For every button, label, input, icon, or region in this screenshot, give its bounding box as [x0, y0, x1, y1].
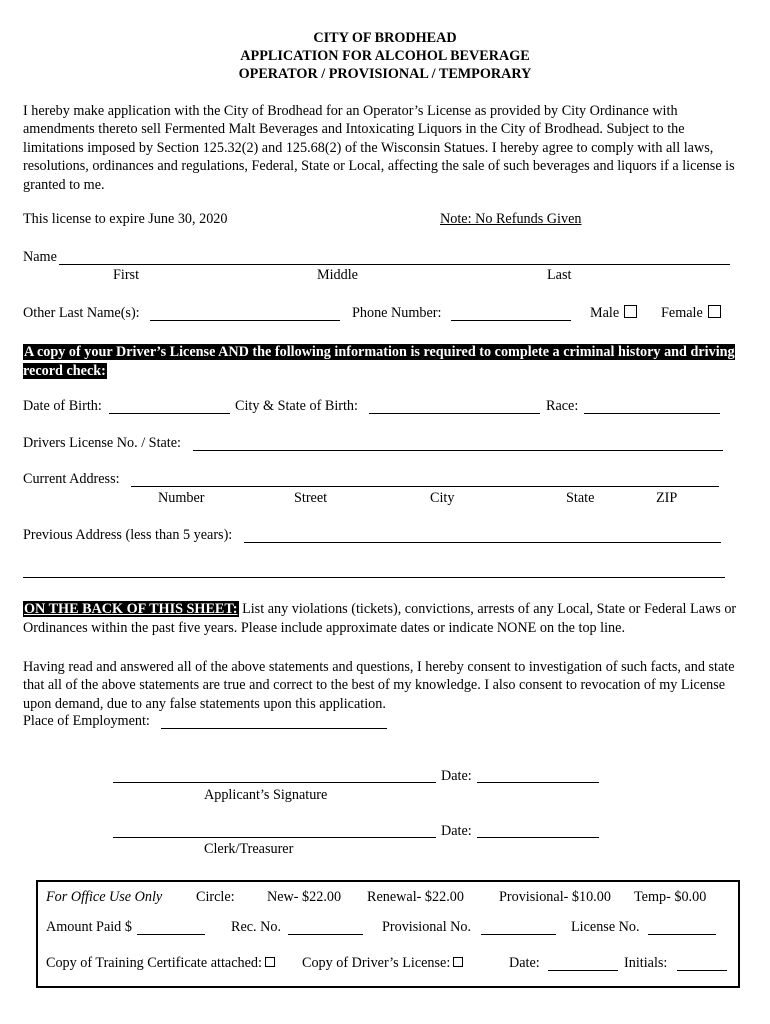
rec-no-field[interactable]	[288, 934, 363, 935]
birthplace-field[interactable]	[369, 413, 540, 414]
address-number-caption: Number	[158, 490, 205, 506]
dob-field[interactable]	[109, 413, 230, 414]
training-cert-label: Copy of Training Certificate attached:	[46, 955, 262, 971]
license-copy-checkbox[interactable]	[453, 957, 463, 967]
male-checkbox[interactable]	[624, 305, 637, 318]
phone-field[interactable]	[451, 320, 571, 321]
applicant-signature-caption: Applicant’s Signature	[204, 787, 328, 803]
address-zip-caption: ZIP	[656, 490, 678, 506]
name-first-caption: First	[113, 267, 140, 283]
rec-no-label: Rec. No.	[231, 919, 282, 935]
phone-label: Phone Number:	[352, 305, 442, 321]
name-label: Name	[23, 249, 57, 265]
title-license-types: OPERATOR / PROVISIONAL / TEMPORARY	[238, 66, 532, 82]
male-label: Male	[590, 305, 620, 321]
name-middle-caption: Middle	[317, 267, 358, 283]
address-street-caption: Street	[294, 490, 328, 506]
address-city-caption: City	[430, 490, 455, 506]
provisional-no-label: Provisional No.	[382, 919, 472, 935]
initials-field[interactable]	[677, 970, 727, 971]
drivers-license-field[interactable]	[193, 450, 723, 451]
female-checkbox[interactable]	[708, 305, 721, 318]
license-no-field[interactable]	[648, 934, 716, 935]
initials-label: Initials:	[624, 955, 668, 971]
current-address-field[interactable]	[131, 486, 719, 487]
other-last-names-field[interactable]	[150, 320, 340, 321]
back-sheet-heading: ON THE BACK OF THIS SHEET:	[24, 601, 238, 617]
dob-label: Date of Birth:	[23, 398, 102, 414]
license-copy-option	[302, 955, 463, 972]
provisional-no-field[interactable]	[481, 934, 556, 935]
previous-address-label: Previous Address (less than 5 years):	[23, 527, 233, 543]
previous-address-field[interactable]	[244, 542, 721, 543]
clerk-date-field[interactable]	[477, 837, 599, 838]
address-state-caption: State	[566, 490, 595, 506]
applicant-signature-field[interactable]	[113, 782, 436, 783]
clerk-signature-field[interactable]	[113, 837, 436, 838]
back-sheet-text: List any violations (tickets), convictions, arrests of any Local, State or Federal Laws or Ordinances within the past five years. Please include approximate dates or indicate NONE on the top line.	[23, 601, 737, 636]
applicant-date-label: Date:	[441, 768, 472, 784]
fee-renewal[interactable]: Renewal- $22.00	[367, 889, 464, 905]
clerk-signature-caption: Clerk/Treasurer	[204, 841, 294, 857]
race-field[interactable]	[584, 413, 720, 414]
clerk-date-label: Date:	[441, 823, 472, 839]
birthplace-label: City & State of Birth:	[235, 398, 358, 414]
title-city: CITY OF BRODHEAD	[313, 30, 457, 46]
drivers-license-label: Drivers License No. / State:	[23, 435, 181, 451]
current-address-label: Current Address:	[23, 471, 120, 487]
intro-paragraph: I hereby make application with the City of Brodhead for an Operator’s License as provided by City Ordinance with amendments thereto sell Fermented Malt Beverages and Intoxicating Liquors in the City of Brodhead. Subject to the limitations imposed by Section 125.32(2) and 125.68(2) of the Wisconsin Statues. I hereby agree to comply with all laws, resolutions, ordinances and regulations, Federal, State or Local, affecting the sale of such beverages and liquors if a license is granted to me.	[23, 103, 735, 193]
refund-note: Note: No Refunds Given	[440, 211, 582, 227]
office-date-label: Date:	[509, 955, 540, 971]
female-option	[661, 305, 721, 322]
office-date-field[interactable]	[548, 970, 618, 971]
male-option	[590, 305, 637, 322]
consent-paragraph: Having read and answered all of the above statements and questions, I hereby consent to investigation of such facts, and state that all of the above statements are true and correct to the best of my knowledge. I also consent to revocation of my License upon demand, due to any false statements upon this application.	[23, 659, 735, 712]
fee-provisional[interactable]: Provisional- $10.00	[499, 889, 611, 905]
license-no-label: License No.	[571, 919, 640, 935]
employment-label: Place of Employment:	[23, 713, 150, 729]
title-application: APPLICATION FOR ALCOHOL BEVERAGE	[240, 48, 530, 64]
employment-field[interactable]	[161, 728, 387, 729]
previous-address-field-line2[interactable]	[23, 577, 725, 578]
amount-paid-label: Amount Paid $	[46, 919, 132, 935]
name-last-caption: Last	[547, 267, 572, 283]
license-copy-label: Copy of Driver’s License:	[302, 955, 451, 971]
back-sheet-paragraph	[23, 600, 741, 638]
race-label: Race:	[546, 398, 579, 414]
name-field[interactable]	[59, 264, 730, 265]
female-label: Female	[661, 305, 703, 321]
office-use-heading: For Office Use Only	[46, 889, 163, 905]
amount-paid-field[interactable]	[137, 934, 205, 935]
criminal-check-notice: A copy of your Driver’s License AND the following information is required to complete a criminal history and driving record check:	[23, 344, 735, 379]
notice-block	[23, 343, 735, 381]
training-cert-option	[46, 955, 275, 972]
fee-temp[interactable]: Temp- $0.00	[634, 889, 707, 905]
expire-text: This license to expire June 30, 2020	[23, 211, 228, 227]
applicant-date-field[interactable]	[477, 782, 599, 783]
circle-label: Circle:	[196, 889, 235, 905]
fee-new[interactable]: New- $22.00	[267, 889, 342, 905]
training-cert-checkbox[interactable]	[265, 957, 275, 967]
other-last-names-label: Other Last Name(s):	[23, 305, 140, 321]
